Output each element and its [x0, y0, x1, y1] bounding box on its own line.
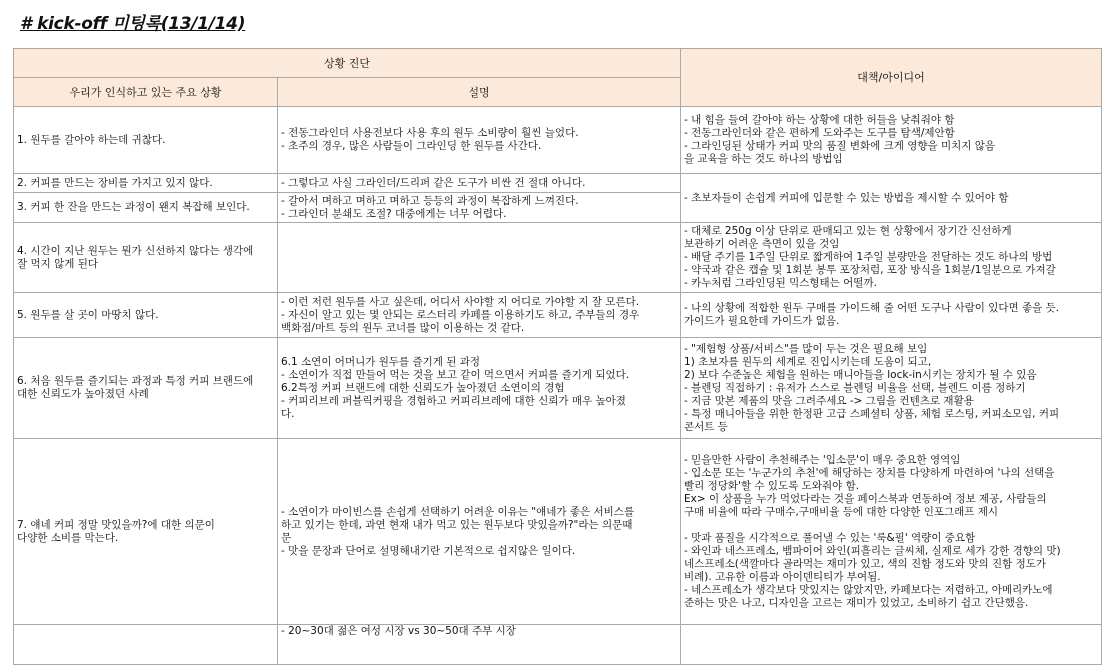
solution-cell: - 나의 상황에 적합한 원두 구매를 가이드해 줄 어떤 도구나 사람이 있다면 좋을 듯. 가이드가 필요한데 가이드가 없음.	[681, 293, 1102, 338]
description-cell: 6.1 소연이 어머니가 원두를 즐기게 된 과정 - 소연이가 직접 만들어 먹는 것을 보고 같이 먹으면서 커피를 즐기게 되었다. 6.2특정 커피 브랜드에 대한 신뢰도가 높아졌던 소연이의 경험 - 커피리브레 퍼블릭커핑을 경험하고 커피리브레에 대한 신뢰가 매우 높아졌 다.	[278, 338, 681, 439]
header-situation-diagnosis: 상황 진단	[14, 49, 681, 78]
header-description: 설명	[278, 78, 681, 107]
table-row	[14, 625, 1102, 665]
table-row	[14, 338, 1102, 439]
description-cell	[278, 223, 681, 293]
situation-cell: 2. 커피를 만드는 장비를 가지고 있지 않다.	[14, 174, 278, 193]
description-cell: - 갈아서 며하고 며하고 며하고 등등의 과정이 복잡하게 느껴진다. - 그라인더 분쇄도 조절? 대중에게는 너무 어렵다.	[278, 193, 681, 223]
situation-cell: 5. 원두를 살 곳이 마땅치 않다.	[14, 293, 278, 338]
meeting-notes-table	[13, 48, 1102, 665]
description-cell: - 그렇다고 사실 그라인더/드리퍼 같은 도구가 비싼 건 절대 아니다.	[278, 174, 681, 193]
situation-cell	[14, 625, 278, 665]
solution-cell	[681, 625, 1102, 665]
description-cell: - 소연이가 마이빈스를 손쉽게 선택하기 어려운 이유는 "얘네가 좋은 서비스를 하고 있기는 한데, 과연 현재 내가 먹고 있는 원두보다 맛있을까?"라는 의문때 문 - 맛을 문장과 단어로 설명해내기란 기본적으로 쉽지않은 일이다.	[278, 439, 681, 625]
table-row	[14, 293, 1102, 338]
situation-cell: 7. 얘네 커피 정말 맛있을까?에 대한 의문이 다양한 소비를 막는다.	[14, 439, 278, 625]
table-row	[14, 174, 1102, 193]
description-cell: - 20~30대 젊은 여성 시장 vs 30~50대 주부 시장	[278, 625, 681, 665]
solution-cell: - 내 힘을 들여 갈아야 하는 상황에 대한 허들을 낮춰줘야 함 - 전동그라인더와 같은 편하게 도와주는 도구를 탐색/제안함 - 그라인딩된 상태가 커피 맛의 품질 변화에 크게 영향을 미치지 않음 을 교육을 하는 것도 하나의 방법임	[681, 107, 1102, 174]
table-row	[14, 439, 1102, 625]
description-cell: - 전동그라인더 사용전보다 사용 후의 원두 소비량이 훨씬 늘었다. - 초주의 경우, 많은 사람들이 그라인딩 한 원두를 사간다.	[278, 107, 681, 174]
situation-cell: 6. 처음 원두를 즐기되는 과정과 특정 커피 브랜드에 대한 신뢰도가 높아졌던 사례	[14, 338, 278, 439]
situation-cell: 1. 원두를 갈아야 하는데 귀찮다.	[14, 107, 278, 174]
solution-cell: - 초보자들이 손쉽게 커피에 입문할 수 있는 방법을 제시할 수 있어야 함	[681, 174, 1102, 223]
table-row	[14, 107, 1102, 174]
table-row	[14, 223, 1102, 293]
header-solutions: 대책/아이디어	[681, 49, 1102, 107]
solution-cell: - "제험형 상품/서비스"를 많이 두는 것은 필요해 보임 1) 초보자를 원두의 세계로 진입시키는데 도움이 되고, 2) 보다 수준높은 체험을 원하는 매니아들을 lock-in시키는 장치가 될 수 있음 - 블렌딩 직접하기 : 유저가 스스로 블렌딩 비율을 선택, 블렌드 이름 정하기 - 지금 맛본 제품의 맛을 그려주세요 -> 그림을 컨텐츠로 재활용 - 특정 매니아들을 위한 한정판 고급 스페셜티 상품, 체험 로스팅, 커피소모임, 커피 콘서트 등	[681, 338, 1102, 439]
page-title: # kick-off 미팅록(13/1/14)	[20, 14, 246, 34]
solution-cell: - 대체로 250g 이상 단위로 판매되고 있는 현 상황에서 장기간 신선하게 보관하기 어려운 측면이 있을 것임 - 배달 주기를 1주일 단위로 짧게하여 1주일 분량만을 전달하는 것도 하나의 방법 - 약국과 같은 캡슐 및 1회분 봉투 포장처럼, 포장 방식을 1회분/1일분으로 가져갈 - 카누처럼 그라인딩된 믹스형태는 어떨까.	[681, 223, 1102, 293]
situation-cell: 4. 시간이 지난 원두는 뭔가 신선하지 않다는 생각에 잘 먹지 않게 된다	[14, 223, 278, 293]
situation-cell: 3. 커피 한 잔을 만드는 과정이 왠지 복잡해 보인다.	[14, 193, 278, 223]
solution-cell: - 믿을만한 사람이 추천해주는 '입소문'이 매우 중요한 영역임 - 입소문 또는 '누군가의 추천'에 해당하는 장치를 다양하게 마련하여 '나의 선택을 빨리 정당화'할 수 있도록 도와줘야 함. Ex> 이 상품을 누가 먹었다라는 것을 페이스북과 연동하여 정보 제공, 사람들의 구매 비율에 따라 구매수,구매비율 등에 대한 다양한 인포그래프 제시 - 맛과 품질을 시각적으로 풀어낼 수 있는 '룩&필' 역량이 중요함 - 와인과 네스프레소, 뱀파이어 와인(피흘리는 글씨체, 실제로 세가 강한 경향의 맛) 네스프레소(색깔마다 골라먹는 재미가 있고, 색의 진함 정도와 맛의 진함 정도가 비례). 고유한 이름과 아이덴티티가 부여됨. - 네스프레소가 생각보다 맛있지는 않았지만, 카페보다는 저렴하고, 아메리카노에 준하는 맛은 나고, 디자인을 고르는 재미가 있었고, 소비하기 쉽고 간단했음.	[681, 439, 1102, 625]
header-main-situation: 우리가 인식하고 있는 주요 상황	[14, 78, 278, 107]
description-cell: - 이런 저런 원두를 사고 싶은데, 어디서 사야할 지 어디로 가야할 지 잘 모른다. - 자신이 알고 있는 몇 안되는 로스터리 카페를 이용하기도 하고, 주부들의 경우 백화점/마트 등의 원두 코너를 많이 이용하는 것 같다.	[278, 293, 681, 338]
